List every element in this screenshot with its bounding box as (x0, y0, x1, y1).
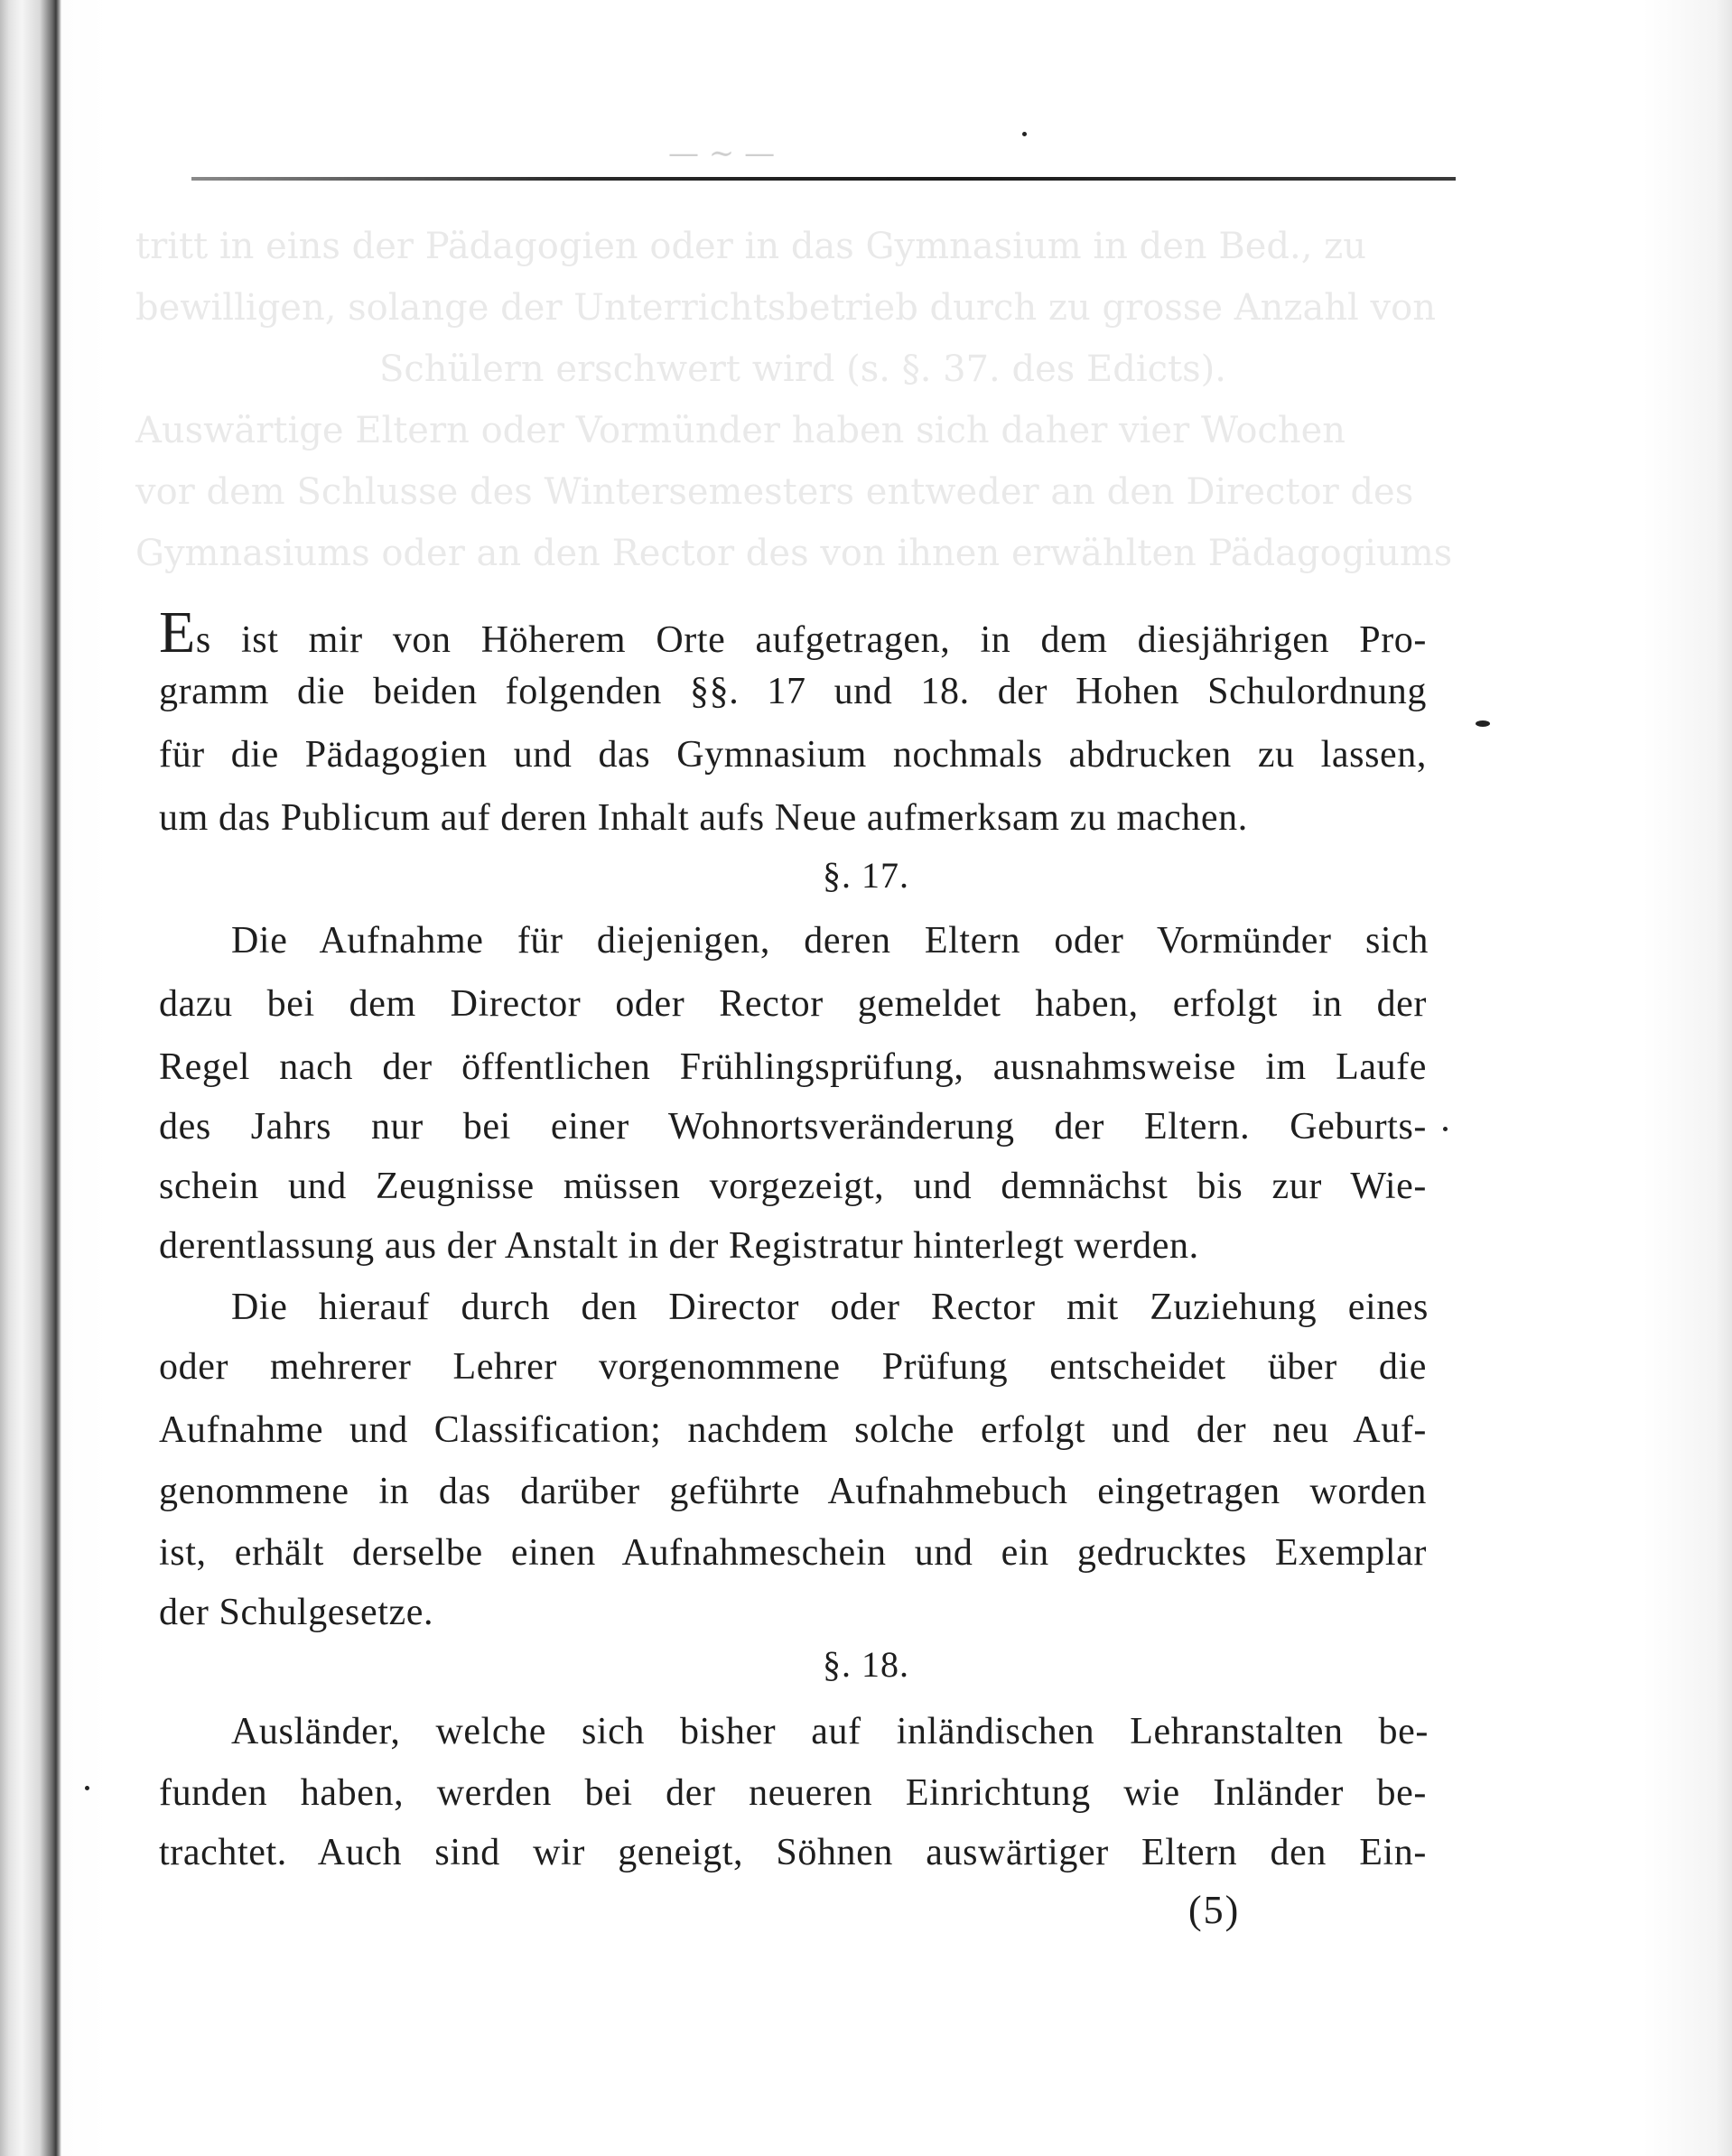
s18-p1-line-1: Ausländer, welche sich bisher auf inländischen Lehranstalten be- (231, 1711, 1429, 1752)
s18-p1-line-2: funden haben, werden bei der neueren Einrichtung wie Inländer be- (159, 1772, 1427, 1814)
drop-cap: E (159, 599, 196, 665)
s17-p2-line-4: genommene in das darüber geführte Aufnahmebuch eingetragen worden (159, 1471, 1427, 1512)
ink-speck (1476, 720, 1490, 727)
bleed-through-line: bewilligen, solange der Unterrichtsbetrieb durch zu grosse Anzahl von (135, 287, 1436, 329)
s17-p1-line-3: Regel nach der öffentlichen Frühlingsprüfung, ausnahmsweise im Laufe (159, 1046, 1427, 1088)
s17-p2-line-2: oder mehrerer Lehrer vorgenommene Prüfung entscheidet über die (159, 1346, 1427, 1388)
s17-p1-line-5: schein und Zeugnisse müssen vorgezeigt, und demnächst bis zur Wie- (159, 1166, 1427, 1207)
intro-line-4: um das Publicum auf deren Inhalt aufs Neue aufmerksam zu machen. (159, 797, 1248, 839)
s17-p1-line-1: Die Aufnahme für diejenigen, deren Eltern oder Vormünder sich (231, 920, 1429, 962)
s17-p2-line-1: Die hierauf durch den Director oder Rector mit Zuziehung eines (231, 1287, 1429, 1328)
s17-p2-line-6: der Schulgesetze. (159, 1592, 434, 1633)
ink-speck (1443, 1127, 1448, 1131)
bleed-through-line: Auswärtige Eltern oder Vormünder haben sich daher vier Wochen (135, 410, 1346, 451)
book-binding-shadow (0, 0, 61, 2156)
bleed-through-line: Gymnasiums oder an den Rector des von ihnen erwählten Pädagogiums (135, 533, 1453, 574)
page-number: (5) (1188, 1888, 1241, 1932)
s18-p1-line-3: trachtet. Auch sind wir geneigt, Söhnen auswärtiger Eltern den Ein- (159, 1832, 1427, 1873)
intro-line-3: für die Pädagogien und das Gymnasium nochmals abdrucken zu lassen, (159, 734, 1427, 776)
header-ornament: — ∼ — (668, 135, 776, 172)
intro-line-1: Es ist mir von Höherem Orte aufgetragen, in dem diesjährigen Pro- (159, 599, 1427, 665)
section-17-heading: §. 17. (823, 855, 909, 896)
bleed-through-line: Schülern erschwert wird (s. §. 37. des Edicts). (379, 348, 1226, 390)
section-18-heading: §. 18. (823, 1644, 909, 1685)
header-rule (191, 177, 1456, 181)
s17-p1-line-6: derentlassung aus der Anstalt in der Registratur hinterlegt werden. (159, 1225, 1199, 1267)
intro-line-2: gramm die beiden folgenden §§. 17 und 18. der Hohen Schulordnung (159, 671, 1427, 712)
s17-p1-line-2: dazu bei dem Director oder Rector gemeldet haben, erfolgt in der (159, 983, 1427, 1025)
ink-speck (1022, 132, 1027, 136)
s17-p2-line-3: Aufnahme und Classification; nachdem solche erfolgt und der neu Auf- (159, 1409, 1427, 1451)
bleed-through-line: vor dem Schlusse des Wintersemesters entweder an den Director des (135, 471, 1414, 513)
s17-p2-line-5: ist, erhält derselbe einen Aufnahmeschein und ein gedrucktes Exemplar (159, 1532, 1427, 1574)
s17-p1-line-4: des Jahrs nur bei einer Wohnortsveränderung der Eltern. Geburts- (159, 1106, 1427, 1148)
ink-speck (85, 1786, 89, 1790)
bleed-through-line: tritt in eins der Pädagogien oder in das Gymnasium in den Bed., zu (135, 226, 1367, 267)
